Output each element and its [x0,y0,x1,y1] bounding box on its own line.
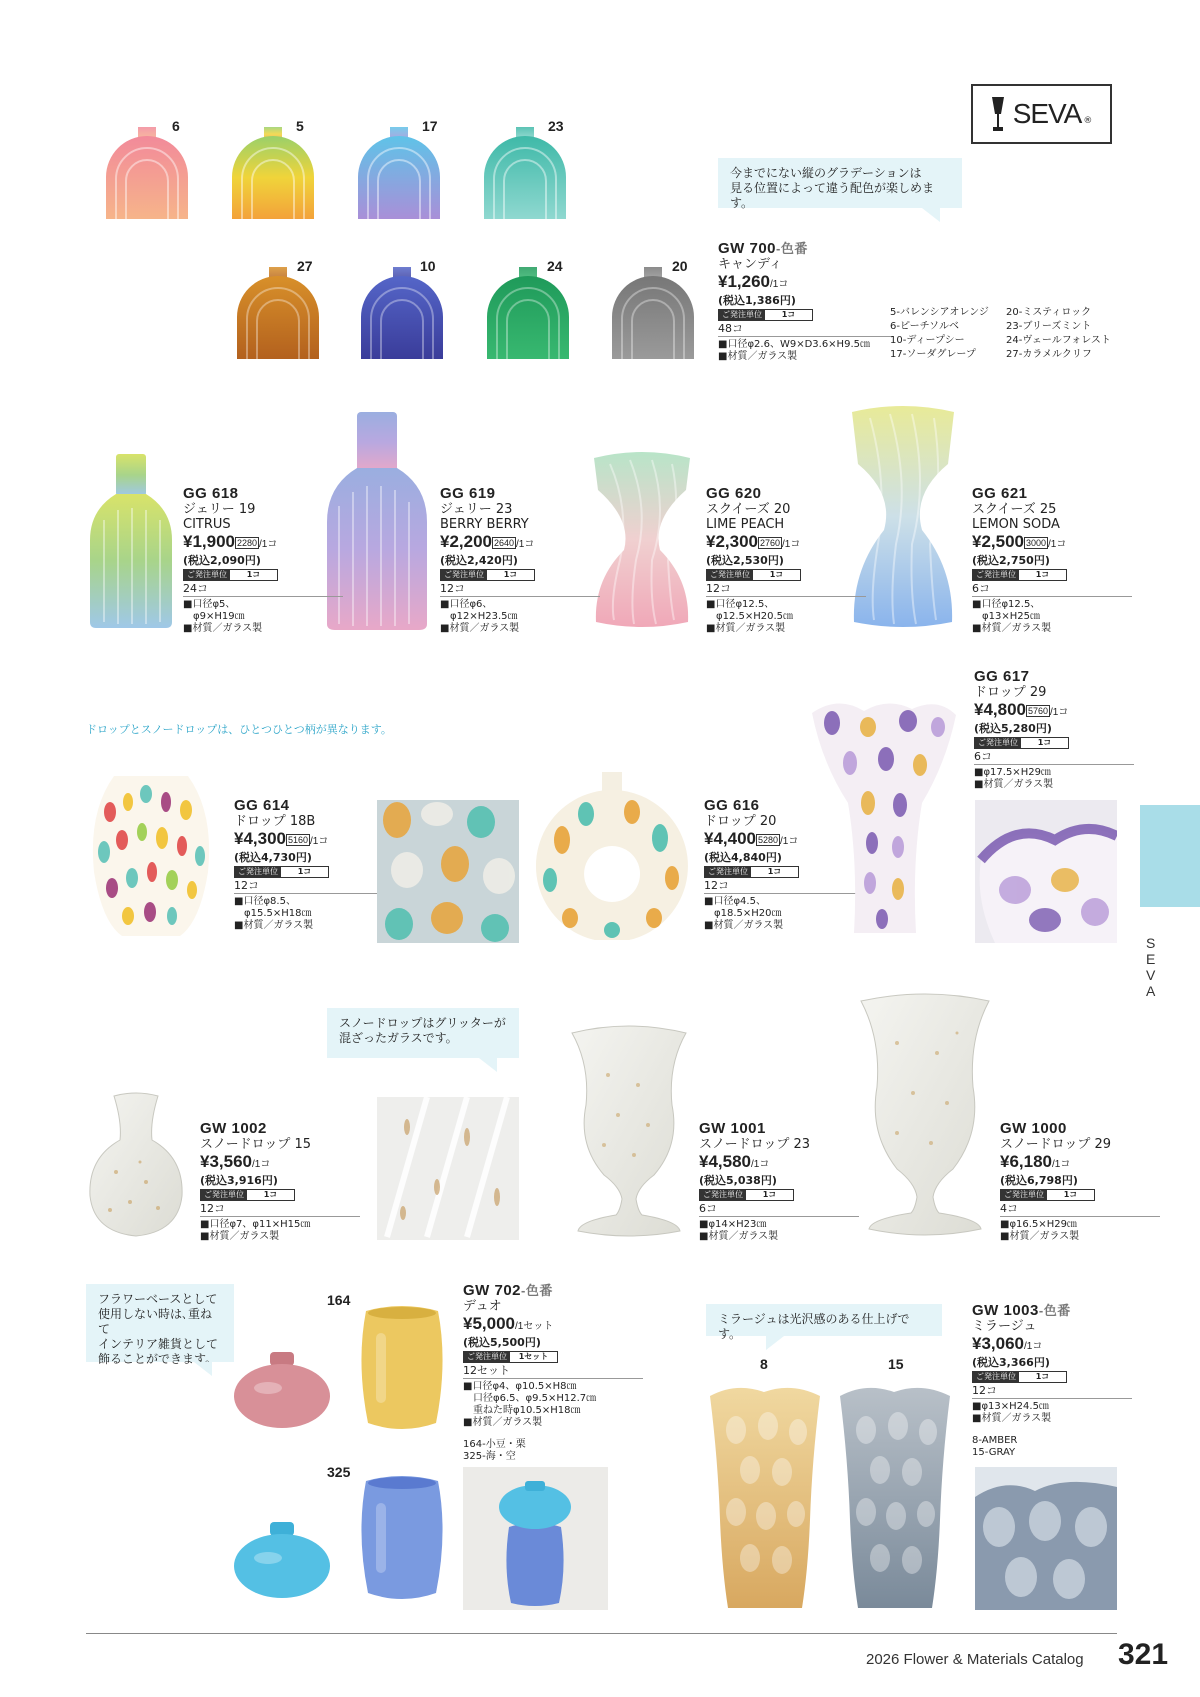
vase-gw700-24 [483,265,573,361]
brand-logo [971,84,1112,144]
vase-gg614 [88,772,214,938]
photo-detail-snowdrop [377,1097,519,1240]
registered-mark: ® [1083,116,1093,126]
photo-detail-drop-1 [377,800,519,943]
color-num-10: 10 [420,258,436,274]
product-gg619: GG 619 ジェリー 23 BERRY BERRY ¥2,200 2640 /1コ (税込2,420円) ご発注単位 1コ 12コ ■口径φ6、 φ12×H23.5㎝ ■材質／ガラス製 [440,485,600,635]
vase-gw702-325-small [232,1520,332,1600]
callout-snow: スノードロップはグリッターが 混ざったガラスです。 [327,1008,519,1058]
brand-name: SEVA [1012,98,1082,129]
photo-detail-drop-2 [975,800,1117,943]
product-gg614: GG 614 ドロップ 18B ¥4,300 5160 /1コ (税込4,730円) ご発注単位 1コ 12コ ■口径φ8.5、 φ15.5×H18㎝ ■材質／ガラス製 [234,797,394,932]
vase-gw700-17 [354,125,444,221]
callout-mirage: ミラージュは光沢感のある仕上げです。 [706,1304,942,1336]
vase-gw1002 [86,1092,186,1238]
photo-detail-mirage [975,1467,1117,1610]
product-gg621: GG 621 スクイーズ 25 LEMON SODA ¥2,500 3000 /1コ (税込2,750円) ご発注単位 1コ 6コ ■口径φ12.5、 φ13×H25㎝ ■材質／ガラス製 [972,485,1132,635]
vase-gg616 [532,770,692,940]
goblet-icon [991,96,1005,132]
vase-gw702-164-large [358,1303,446,1433]
color-num-20: 20 [672,258,688,274]
color-num-24: 24 [547,258,563,274]
mirage-num-15: 15 [888,1356,904,1372]
duo-num-325: 325 [327,1464,351,1480]
vase-gw700-10 [357,265,447,361]
color-num-6: 6 [172,118,180,134]
vase-gg617 [808,693,960,941]
callout-flower: フラワーベースとして 使用しない時は､重ねて インテリア雑貨として 飾ることができます。 [86,1284,234,1362]
vase-gw700-6 [102,125,192,221]
vase-gw702-325-large [358,1473,446,1603]
product-gw1000: GW 1000 スノードロップ 29 ¥6,180/1コ (税込6,798円) ご発注単位 1コ 4コ ■φ16.5×H29㎝ ■材質／ガラス製 [1000,1120,1160,1243]
gw700-color-list-b: 20-ミスティロック 23-ブリーズミント 24-ヴェールフォレスト 27-カラメルクリフ [1006,307,1111,360]
callout-gw700: 今までにない縦のグラデーションは 見る位置によって違う配色が楽しめます。 [718,158,962,208]
footer-catalog: 2026 Flower & Materials Catalog [866,1651,1084,1668]
gw700-color-list-a: 5-バレンシアオレンジ 6-ピーチソルベ 10-ディープシー 17-ソーダグレープ [890,307,989,360]
drop-note: ドロップとスノードロップは、ひとつひとつ柄が異なります。 [86,723,392,736]
page-number: 321 [1118,1638,1169,1671]
mirage-num-8: 8 [760,1356,768,1372]
color-num-17: 17 [422,118,438,134]
vase-gg618 [86,450,176,630]
vase-gw700-27 [233,265,323,361]
vase-gw702-164-small [232,1350,332,1430]
vase-gw1003-8 [706,1380,824,1612]
product-gw702: GW 702-色番 デュオ ¥5,000/1セット (税込5,500円) ご発注単位 1セット 12セット ■口径φ4、φ10.5×H8㎝ 口径φ6.5、φ9.5×H12.7㎝ 重ねた時φ10.5×H18㎝ ■材質／ガラス製 164-小豆・栗 325-海・空 [463,1282,643,1463]
footer-rule [86,1633,1117,1634]
product-gg616: GG 616 ドロップ 20 ¥4,400 5280 /1コ (税込4,840円) ご発注単位 1コ 12コ ■口径φ4.5、 φ18.5×H20㎝ ■材質／ガラス製 [704,797,864,932]
product-gg617: GG 617 ドロップ 29 ¥4,800 5760 /1コ (税込5,280円) ご発注単位 1コ 6コ ■φ17.5×H29㎝ ■材質／ガラス製 [974,668,1134,791]
side-tab[interactable] [1140,805,1200,907]
product-gw1001: GW 1001 スノードロップ 23 ¥4,580/1コ (税込5,038円) ご発注単位 1コ 6コ ■φ14×H23㎝ ■材質／ガラス製 [699,1120,859,1243]
vase-gw700-5 [228,125,318,221]
color-num-27: 27 [297,258,313,274]
color-num-23: 23 [548,118,564,134]
photo-stacked-duo [463,1467,608,1610]
product-gw700: GW 700-色番 キャンディ ¥1,260/1コ (税込1,386円) ご発注単位 1コ 48コ ■口径φ2.6、W9×D3.6×H9.5㎝ ■材質／ガラス製 [718,240,893,363]
product-gg620: GG 620 スクイーズ 20 LIME PEACH ¥2,300 2760 /1コ (税込2,530円) ご発注単位 1コ 12コ ■口径φ12.5、 φ12.5×H20.5㎝ ■材質／ガラス製 [706,485,866,635]
color-num-5: 5 [296,118,304,134]
product-gw1003: GW 1003-色番 ミラージュ ¥3,060/1コ (税込3,366円) ご発注単位 1コ 12コ ■φ13×H24.5㎝ ■材質／ガラス製 8-AMBER 15-GRAY [972,1302,1132,1459]
duo-num-164: 164 [327,1292,351,1308]
product-gw1002: GW 1002 スノードロップ 15 ¥3,560/1コ (税込3,916円) ご発注単位 1コ 12コ ■口径φ7、φ11×H15㎝ ■材質／ガラス製 [200,1120,360,1243]
side-tab-label: SEVA [1146,935,1156,999]
vase-gg620 [590,450,694,630]
product-gg618: GG 618 ジェリー 19 CITRUS ¥1,900 2280 /1コ (税込2,090円) ご発注単位 1コ 24コ ■口径φ5、 φ9×H19㎝ ■材質／ガラス製 [183,485,343,635]
vase-gw1003-15 [836,1380,954,1612]
vase-gw700-23 [480,125,570,221]
vase-gw1000 [857,993,993,1239]
vase-gw1001 [568,1025,690,1239]
vase-gw700-20 [608,265,698,361]
